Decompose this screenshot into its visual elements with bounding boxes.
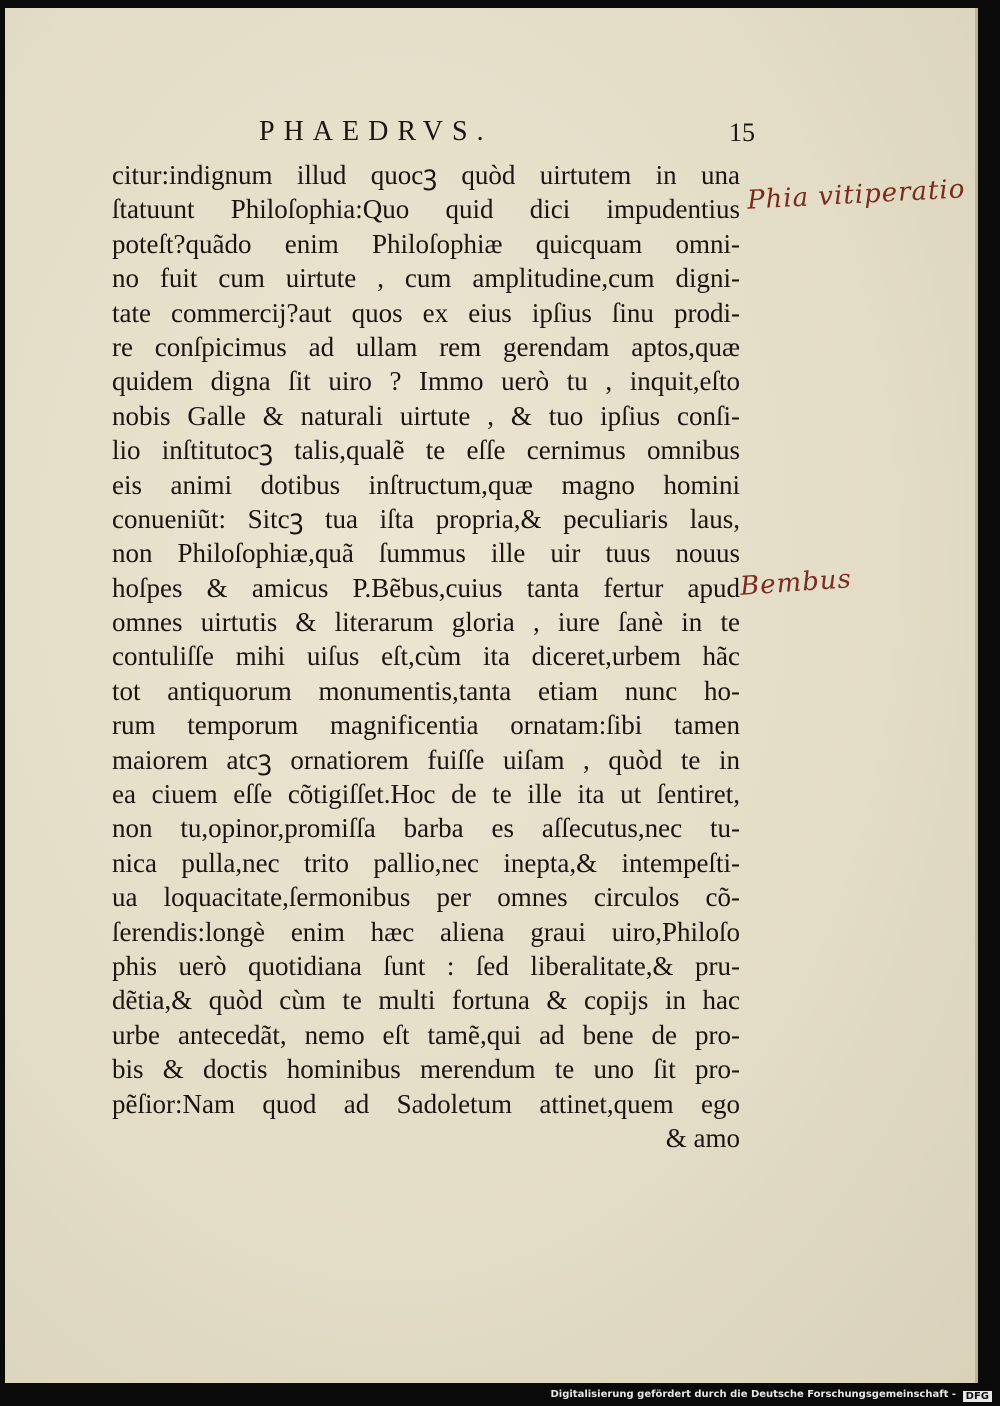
text-line: ea ciuem eſſe cõtigiſſet.Hoc de te ille ita ut ſentiret,	[112, 779, 740, 810]
text-line: no fuit cum uirtute , cum amplitudine,cum digni-	[112, 263, 740, 294]
body-text	[112, 158, 740, 1155]
text-line: conueniũt: Sitcꝫ tua iſta propria,& peculiaris laus,	[112, 503, 740, 534]
text-line: urbe antecedãt, nemo eſt tamẽ,qui ad bene de pro-	[112, 1019, 740, 1050]
text-line: omnes uirtutis & literarum gloria , iure ſanè in te	[112, 607, 740, 638]
text-line: ſerendis:longè enim hæc aliena graui uiro,Philoſo	[112, 916, 740, 947]
text-line: phis uerò quotidiana ſunt : ſed liberalitate,& pru-	[112, 950, 740, 981]
text-line: maiorem atcꝫ ornatiorem fuiſſe uiſam , quòd te in	[112, 744, 740, 775]
text-line: ſtatuunt Philoſophia:Quo quid dici impudentius	[112, 194, 740, 225]
text-line: hoſpes & amicus P.Bẽbus,cuius tanta fertur apud	[112, 572, 740, 603]
text-line: tot antiquorum monumentis,tanta etiam nunc ho-	[112, 675, 740, 706]
page-header	[255, 116, 775, 160]
running-title: PHAEDRVS.	[259, 116, 493, 147]
text-line: citur:indignum illud quocꝫ quòd uirtutem in una	[112, 160, 740, 190]
text-line: poteſt?quãdo enim Philoſophiæ quicquam omni-	[112, 228, 740, 259]
text-line: tate commercij?aut quos ex eius ipſius ſinu prodi-	[112, 297, 740, 328]
text-line: rum temporum magnificentia ornatam:ſibi tamen	[112, 710, 740, 741]
text-line: quidem digna ſit uiro ? Immo uerò tu , inquit,eſto	[112, 366, 740, 397]
text-line: nica pulla,nec trito pallio,nec inepta,& intempeſti-	[112, 847, 740, 878]
marginal-note: Phia vitiperatio	[746, 174, 967, 216]
page-number: 15	[729, 118, 755, 147]
text-line: non Philoſophiæ,quã ſummus ille uir tuus nouus	[112, 538, 740, 569]
text-line: dẽtia,& quòd cùm te multi fortuna & copijs in hac	[112, 985, 740, 1016]
book-page	[5, 8, 978, 1383]
text-line: nobis Galle & naturali uirtute , & tuo ipſius conſi-	[112, 400, 740, 431]
text-line: re conſpicimus ad ullam rem gerendam aptos,quæ	[112, 331, 740, 362]
text-line: lio inſtitutocꝫ talis,qualẽ te eſſe cernimus omnibus	[112, 435, 740, 466]
text-line: bis & doctis hominibus merendum te uno ſit pro-	[112, 1054, 740, 1085]
dfg-logo: DFG	[963, 1391, 992, 1402]
text-line: contuliſſe mihi uiſus eſt,cùm ita diceret,urbem hãc	[112, 641, 740, 672]
footer-credit: Digitalisierung gefördert durch die Deutsche Forschungsgemeinschaft -	[550, 1389, 956, 1400]
text-line: pẽſior:Nam quod ad Sadoletum attinet,quem ego	[112, 1088, 740, 1119]
text-line: & amo	[665, 1122, 740, 1153]
text-line: eis animi dotibus inſtructum,quæ magno homini	[112, 469, 740, 500]
text-line: ua loquacitate,ſermonibus per omnes circulos cõ-	[112, 882, 740, 913]
marginal-note: Bembus	[739, 564, 853, 602]
text-line: non tu,opinor,promiſſa barba es aſſecutus,nec tu-	[112, 813, 740, 844]
